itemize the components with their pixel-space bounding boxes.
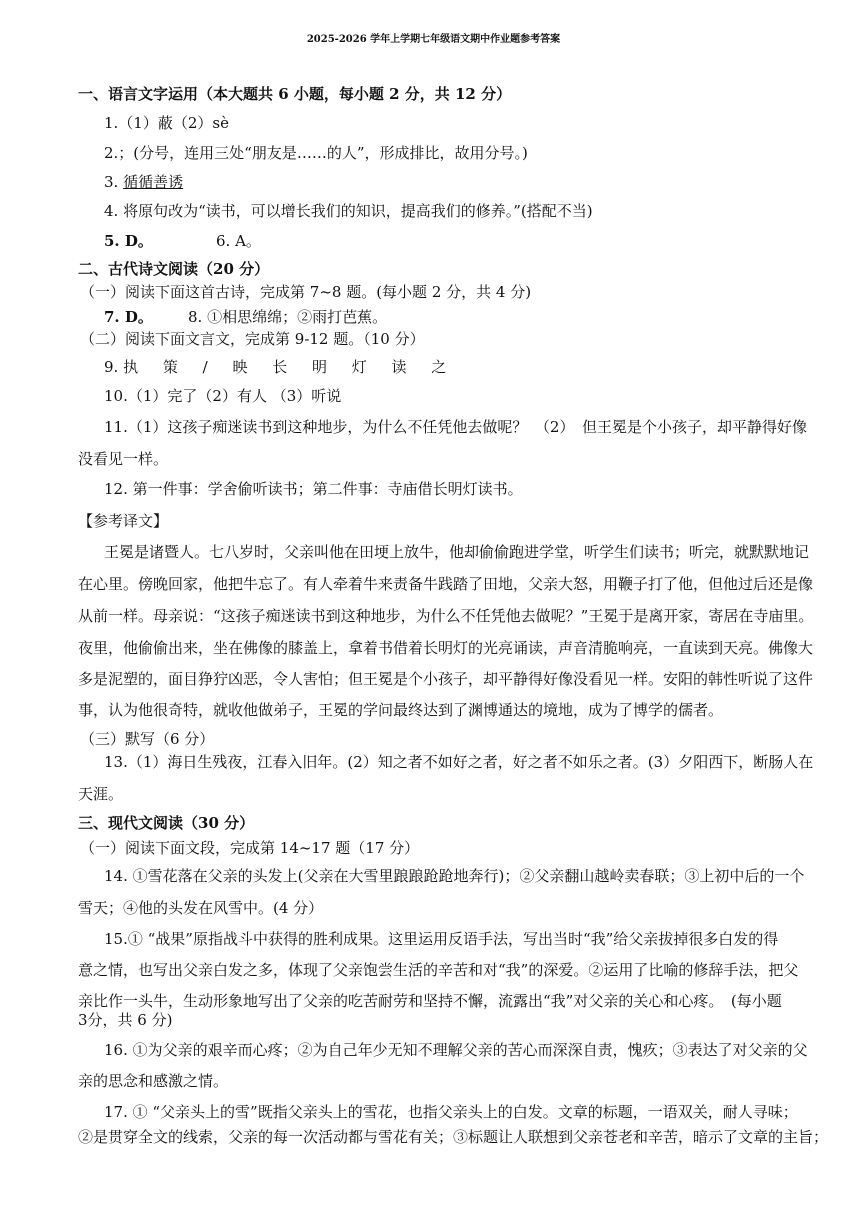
answer-q17-line2: ②是贯穿全文的线索，父亲的每一次活动都与雪花有关；③标题让人联想到父亲苍老和辛苦，暗示了文章的主旨；	[78, 1128, 829, 1146]
section3-part1: （一）阅读下面文段，完成第 14~17 题（17 分）	[80, 839, 420, 857]
answer-q3	[104, 172, 183, 192]
reference-translation-line: 王冕是诸暨人。七八岁时，父亲叫他在田埂上放牛，他却偷偷跑进学堂，听学生们读书；听完，就默默地记	[104, 543, 810, 561]
answer-q4: 4. 将原句改为“读书，可以增长我们的知识，提高我们的修养。”(搭配不当)	[104, 202, 593, 220]
answer-q15-line2: 意之情，也写出父亲白发之多，体现了父亲饱尝生活的辛苦和对“我”的深爱。②运用了比喻的修辞手法，把父	[78, 961, 799, 979]
section2-part1: （一）阅读下面这首古诗，完成第 7~8 题。(每小题 2 分，共 4 分)	[80, 283, 532, 301]
document-title: 2025-2026 学年上学期七年级语文期中作业题参考答案	[306, 34, 561, 45]
reference-translation-line: 从前一样。母亲说：“这孩子痴迷读书到这种地步，为什么不任凭他去做呢？”王冕于是离开家，寄居在寺庙里。	[78, 607, 814, 625]
answer-q13-line2: 天涯。	[78, 785, 124, 803]
answer-q3-number: 3.	[104, 173, 119, 191]
answer-q8: 8. ①相思绵绵；②雨打芭蕉。	[188, 308, 388, 326]
answer-q13-line1: 13.（1）海日生残夜，江春入旧年。(2）知之者不如好之者，好之者不如乐之者。(3）夕阳西下，断肠人在	[104, 753, 814, 771]
answer-q6: 6. A。	[216, 232, 261, 250]
answer-q11-line2: 没看见一样。	[78, 450, 169, 468]
answer-q15-line1: 15.① “战果”原指战斗中获得的胜利成果。这里运用反语手法，写出当时“我”给父亲拔掉很多白发的得	[104, 930, 779, 948]
answer-q16-line1: 16. ①为父亲的艰辛而心疼；②为自己年少无知不理解父亲的苦心而深深自责，愧疚；③表达了对父亲的父	[104, 1041, 808, 1059]
answer-q14-line1: 14. ①雪花落在父亲的头发上(父亲在大雪里踉踉跄跄地奔行)；②父亲翻山越岭卖春联；③上初中后的一个	[104, 867, 805, 885]
answer-q12: 12. 第一件事：学舍偷听读书；第二件事：寺庙借长明灯读书。	[104, 480, 523, 498]
answer-q16-line2: 亲的思念和感激之情。	[78, 1072, 229, 1090]
section3-heading: 三、现代文阅读（30 分）	[78, 814, 255, 832]
answer-q5: 5. D。	[104, 232, 153, 250]
answer-q2: 2.；(分号，连用三处“朋友是……的人”，形成排比，故用分号。)	[104, 144, 528, 162]
section2-heading: 二、古代诗文阅读（20 分）	[78, 260, 270, 278]
answer-q17-line1: 17. ① “父亲头上的雪”既指父亲头上的雪花，也指父亲头上的白发。文章的标题，一语双关，耐人寻味；	[104, 1103, 798, 1121]
answer-q1: 1.（1）蔽（2）sè	[104, 114, 229, 132]
answer-q9	[104, 357, 456, 377]
reference-translation-line: 在心里。傍晚回家，他把牛忘了。有人牵着牛来责备牛践踏了田地，父亲大怒，用鞭子打了他，但他过后还是像	[78, 575, 814, 593]
answer-q15-line3: 亲比作一头牛，生动形象地写出了父亲的吃苦耐劳和坚持不懈，流露出“我”对父亲的关心和心疼。 (每小题	[78, 992, 782, 1010]
answer-q9-text: 执 策 / 映 长 明 灯 读 之	[123, 358, 457, 376]
answer-q11-line1: 11.（1）这孩子痴迷读书到这种地步，为什么不任凭他去做呢？ （2） 但王冕是个小孩子，却平静得好像	[104, 418, 807, 436]
answer-q7: 7. D。	[104, 308, 153, 326]
section2-part3: （三）默写（6 分）	[80, 730, 215, 748]
section1-heading: 一、语言文字运用（本大题共 6 小题，每小题 2 分，共 12 分）	[78, 85, 512, 103]
answer-q3-text: 循循善诱	[123, 173, 184, 191]
reference-translation-line: 事，认为他很奇特，就收他做弟子，王冕的学问最终达到了渊博通达的境地，成为了博学的儒者。	[78, 701, 724, 719]
reference-translation-line: 多是泥塑的，面目狰狞凶恶，令人害怕；但王冕是个小孩子，却平静得好像没看见一样。安阳的韩性听说了这件	[78, 670, 814, 688]
answer-q14-line2: 雪天；④他的头发在风雪中。(4 分）	[78, 899, 324, 917]
answer-q9-number: 9.	[104, 358, 119, 376]
reference-translation-line: 夜里，他偷偷出来，坐在佛像的膝盖上，拿着书借着长明灯的光亮诵读，声音清脆响亮，一直读到天亮。佛像大	[78, 639, 814, 657]
answer-q15-line4: 3分，共 6 分)	[78, 1011, 173, 1029]
answer-q10: 10.（1）完了（2）有人 （3）听说	[104, 387, 342, 405]
reference-translation-heading: 【参考译文】	[78, 512, 169, 530]
section2-part2: （二）阅读下面文言文，完成第 9-12 题。（10 分）	[80, 330, 425, 348]
